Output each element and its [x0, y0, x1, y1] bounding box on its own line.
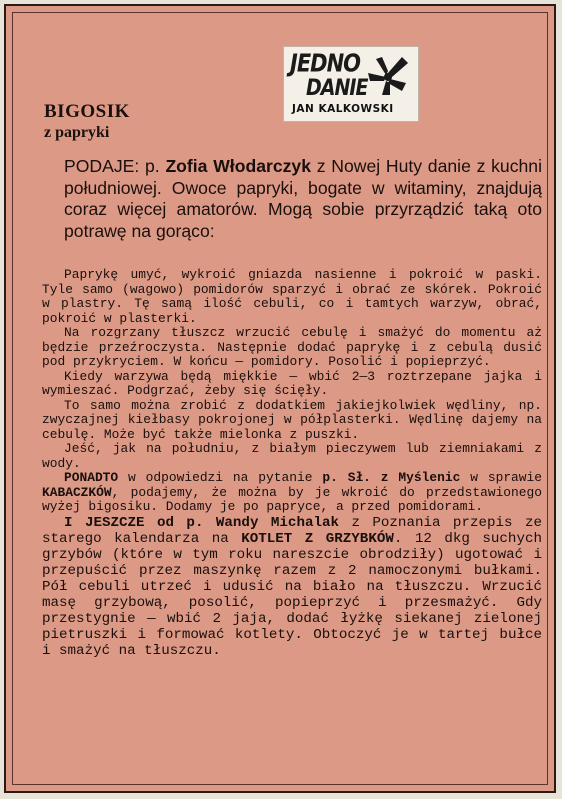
jeszcze-paragraph: [42, 515, 542, 660]
jeszcze-text: . 12 dkg suchych grzybów (które w tym roku nareszcie obrodziły) ugotować i przepuścić przez maszynkę razem z 2 namoczonymi bułkami. Pół cebuli utrzeć i udusić na biało na tłuszczu. Wrzucić masę grzybową, posolić, popieprzyć i przesmażyć. Gdy przestygnie — wbić 2 jaja, dodać łyżkę siekanej zielonej pietruszki i formować kotlety. Obtoczyć je w tartej bułce i smażyć na tłuszczu.: [42, 530, 542, 660]
lead-rest: z Nowej Huty danie z kuchni południowej. Owoce papryki, bogate w witaminy, znajdują coraz więcej amatorów. Mogą sobie przyrządzić taką oto potrawę na gorąco:: [64, 156, 542, 241]
article-title: BIGOSIK: [44, 101, 130, 122]
recipe-paragraph: Paprykę umyć, wykroić gniazda nasienne i pokroić w paski. Tyle samo (wagowo) pomidorów sparzyć i obrać ze skórek. Pokroić w plastry. Tę samą ilość cebuli, co i tamtych warzyw, obrać, pokroić w plasterki.: [42, 267, 542, 326]
logo-author: JAN KALKOWSKI: [292, 103, 394, 115]
ponadto-text: w sprawie: [460, 470, 542, 485]
logo-word-danie: DANIE: [306, 75, 368, 101]
jeszcze-topic: KOTLET Z GRZYBKÓW: [241, 530, 394, 547]
article-body: [42, 268, 542, 659]
lead-name: Zofia Włodarczyk: [165, 156, 311, 176]
newspaper-clipping: [4, 4, 556, 793]
ponadto-topic: KABACZKÓW: [42, 484, 112, 500]
recipe-paragraph: Jeść, jak na południu, z białym pieczywem lub ziemniakami z wody.: [42, 441, 542, 471]
jeszcze-text: z Poznania przepis ze starego kalendarza na: [42, 514, 542, 547]
herb-sprig-icon: [362, 53, 412, 97]
recipe-paragraph: To samo można zrobić z dodatkiem jakiejkolwiek wędliny, np. zwyczajnej kiełbasy pokrojonej w półplasterki. Wędlinę dajemy na cebulę. Może być także mielonka z puszki.: [42, 397, 542, 442]
ponadto-lead: PONADTO: [64, 470, 119, 485]
article-subtitle: z papryki: [44, 124, 110, 141]
recipe-paragraph: Na rozgrzany tłuszcz wrzucić cebulę i smażyć do momentu aż będzie przeźroczysta. Następnie dodać paprykę i z cebulą dusić pod przykryciem. W końcu — pomidory. Posolić i popieprzyć.: [42, 325, 542, 369]
ponadto-person: p. Sł. z Myślenic: [322, 470, 461, 485]
jeszcze-lead: I JESZCZE od p. Wandy Michalak: [64, 514, 340, 531]
column-logo: [283, 46, 419, 122]
ponadto-paragraph: [42, 471, 542, 515]
lead-prefix: PODAJE: p.: [64, 156, 166, 176]
logo-word-jedno: JEDNO: [290, 48, 361, 78]
ponadto-text: w odpowiedzi na pytanie: [118, 470, 323, 485]
article-lead: [64, 156, 542, 242]
recipe-paragraph: Kiedy warzywa będą miękkie — wbić 2—3 roztrzepane jajka i wymieszać. Podgrzać, żeby się ścięły.: [42, 368, 542, 398]
ponadto-text: , podajemy, że można by je wkroić do przedstawionego wyżej bigosiku. Dodamy je po papryce, a przed pomidorami.: [42, 484, 542, 514]
